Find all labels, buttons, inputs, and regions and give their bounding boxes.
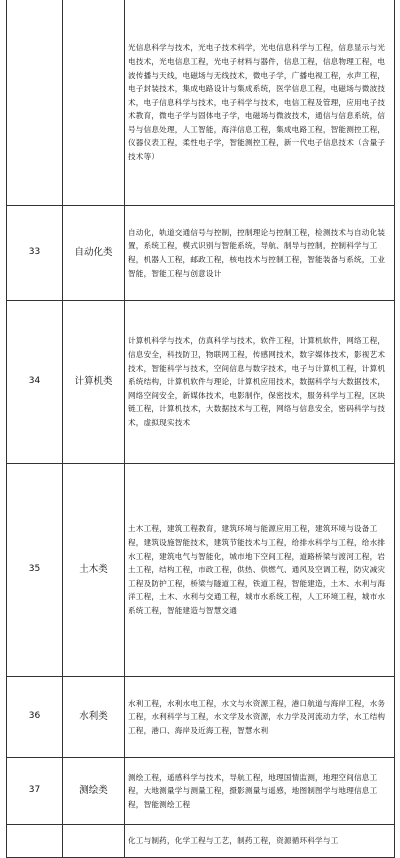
majors-list: 水利工程，水利水电工程，水文与水资源工程，港口航道与海岸工程，水务工程，水利科学与工程，水文学及水资源，水力学及河流动力学，水工结构工程，港口、海岸及近海工程，智慧水利 (125, 677, 395, 758)
majors-list: 光信息科学与技术，光电子技术科学，光电信息科学与工程，信息显示与光电技术，光电信息工程，光电子材料与器件，信息工程，信息物理工程，电波传播与天线，电磁场与无线技术，微电子学，广播电视工程，水声工程，电子封装技术，集成电路设计与集成系统，医学信息工程，电磁场与微波技术，电子信息科学与技术，电子科学与技术，电信工程及管理，应用电子技术教育，微电子学与固体电子学，电磁场与微波技术，通信与信息系统，信号与信息处理，人工智能，海洋信息工程，集成电路工程，智能测控工程，仪器仪表工程，柔性电子学，智能测控工程，新一代电子信息技术（含量子技术等） (125, 0, 395, 206)
row-number: 35 (7, 464, 63, 677)
category-name (63, 825, 125, 858)
row-number: 34 (7, 301, 63, 464)
table-row (7, 825, 395, 858)
majors-list: 自动化，轨道交通信号与控制，控制理论与控制工程，检测技术与自动化装置，系统工程，模式识别与智能系统，导航、制导与控制，控制科学与工程，机器人工程，邮政工程，核电技术与控制工程，智能装备与系统，工业智能，智能工程与创意设计 (125, 206, 395, 301)
category-name (63, 0, 125, 206)
table-row (7, 758, 395, 825)
category-name: 测绘类 (63, 758, 125, 825)
table-row (7, 464, 395, 677)
majors-list: 计算机科学与技术，仿真科学与技术，软件工程，计算机软件，网络工程，信息安全，科技防卫，物联网工程，传感网技术，数字媒体技术，影视艺术技术，智能科学与技术，空间信息与数字技术，电子与计算机工程，计算机系统结构，计算机软件与理论，计算机应用技术，数据科学与大数据技术，网络空间安全，新媒体技术，电影制作，保密技术，服务科学与工程，区块链工程，计算机技术，大数据技术与工程，网络与信息安全，密码科学与技术，虚拟现实技术 (125, 301, 395, 464)
table-row (7, 206, 395, 301)
category-name: 水利类 (63, 677, 125, 758)
category-name: 自动化类 (63, 206, 125, 301)
table-row (7, 677, 395, 758)
row-number: 33 (7, 206, 63, 301)
row-number (7, 825, 63, 858)
row-number (7, 0, 63, 206)
row-number: 37 (7, 758, 63, 825)
category-name: 计算机类 (63, 301, 125, 464)
row-number: 36 (7, 677, 63, 758)
majors-list: 化工与制药，化学工程与工艺，制药工程，资源循环科学与工 (125, 825, 395, 858)
majors-list: 测绘工程，遥感科学与技术，导航工程，地理国情监测，地理空间信息工程，大地测量学与测量工程，摄影测量与遥感，地图制图学与地理信息工程，智能测绘工程 (125, 758, 395, 825)
table-row (7, 301, 395, 464)
table-row (7, 0, 395, 206)
category-name: 土木类 (63, 464, 125, 677)
majors-list: 土木工程，建筑工程教育，建筑环境与能源应用工程，建筑环境与设备工程，建筑设施智能技术，建筑节能技术与工程，给排水科学与工程，给水排水工程，建筑电气与智能化，城市地下空间工程，道路桥梁与渡河工程，岩土工程，结构工程，市政工程，供热、供燃气、通风及空调工程，防灾减灾工程及防护工程，桥梁与隧道工程，铁道工程，智能建造，土木、水利与海洋工程，土木、水利与交通工程，城市水系统工程，人工环境工程，城市水系统工程，智能建造与智慧交通 (125, 464, 395, 677)
majors-table (6, 0, 395, 858)
